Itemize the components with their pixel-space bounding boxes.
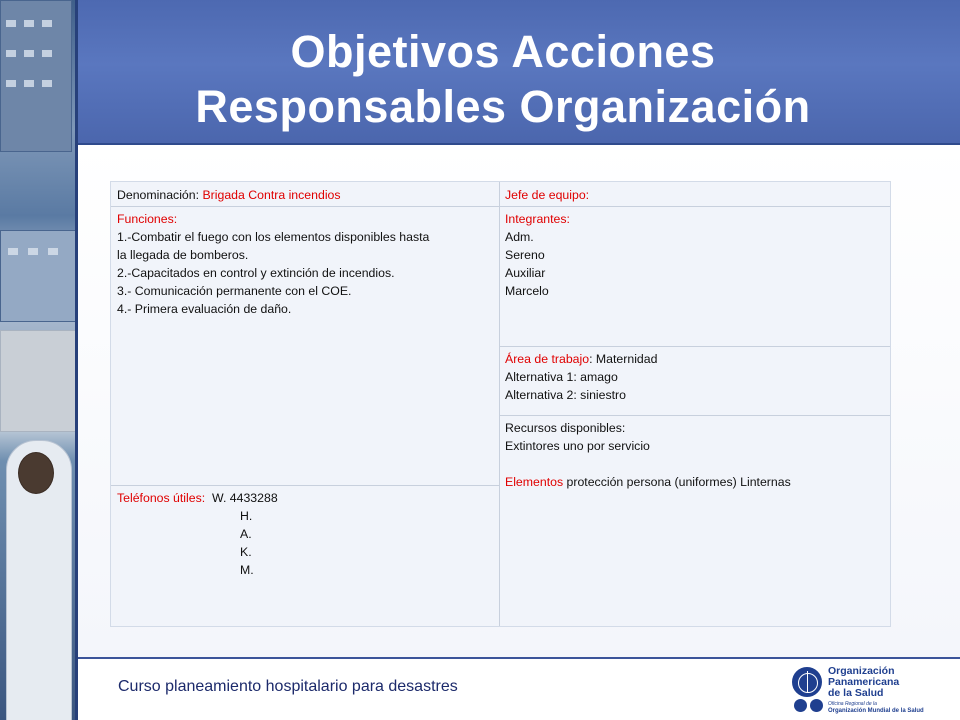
- telefonos-cell: [111, 486, 499, 582]
- window-shape: [6, 80, 16, 87]
- telefono-item: K.: [240, 545, 252, 559]
- funciones-label: Funciones:: [117, 212, 178, 226]
- telefonos-label: Teléfonos útiles:: [117, 491, 206, 505]
- funciones-cell: [111, 207, 499, 321]
- logo-line-3: de la Salud: [828, 687, 884, 699]
- funcion-item: 3.- Comunicación permanente con el COE.: [117, 284, 352, 298]
- telefono-item: A.: [240, 527, 252, 541]
- window-shape: [6, 50, 16, 57]
- side-photo: [0, 0, 78, 720]
- denominacion-label: Denominación:: [117, 188, 200, 202]
- window-shape: [42, 80, 52, 87]
- ground-photo: [0, 330, 76, 432]
- funcion-item: 2.-Capacitados en control y extinción de incendios.: [117, 266, 395, 280]
- integrante-item: Auxiliar: [505, 266, 546, 280]
- jefe-label: Jefe de equipo:: [505, 188, 590, 202]
- window-shape: [8, 248, 18, 255]
- recursos-cell: [499, 416, 890, 494]
- area-line: [505, 350, 884, 368]
- alternativa-2: Alternativa 2: siniestro: [505, 388, 626, 402]
- footer-course-title: Curso planeamiento hospitalario para desastres: [118, 678, 458, 695]
- ops-logo: [792, 665, 960, 717]
- window-shape: [24, 20, 34, 27]
- elementos-value: protección persona (uniformes) Linternas: [563, 475, 791, 489]
- area-value: : Maternidad: [589, 352, 658, 366]
- globe-icon: [792, 667, 822, 697]
- denominacion-value: Brigada Contra incendios: [202, 188, 341, 202]
- who-emblem-icon: [810, 699, 823, 712]
- window-shape: [42, 50, 52, 57]
- funcion-item: la llegada de bomberos.: [117, 248, 249, 262]
- integrantes-cell: [499, 207, 890, 303]
- telefono-item: M.: [240, 563, 254, 577]
- window-shape: [24, 50, 34, 57]
- window-shape: [24, 80, 34, 87]
- integrante-item: Marcelo: [505, 284, 549, 298]
- logo-region: Oficina Regional de la: [828, 701, 877, 707]
- title-line-2: Responsables Organización: [195, 81, 811, 132]
- spacer: [505, 455, 884, 473]
- funcion-item: 4.- Primera evaluación de daño.: [117, 302, 292, 316]
- logo-org-name: [828, 666, 899, 699]
- integrante-item: Sereno: [505, 248, 545, 262]
- page-title: [78, 24, 928, 134]
- window-shape: [6, 20, 16, 27]
- telefono-item: H.: [240, 509, 253, 523]
- logo-oms: Organización Mundial de la Salud: [828, 708, 924, 714]
- integrantes-label: Integrantes:: [505, 212, 570, 226]
- window-shape: [42, 20, 52, 27]
- building-photo: [0, 230, 76, 322]
- small-globe-icon: [794, 699, 807, 712]
- funcion-item: 1.-Combatir el fuego con los elementos disponibles hasta: [117, 230, 430, 244]
- integrante-item: Adm.: [505, 230, 534, 244]
- nurse-head-photo: [18, 452, 54, 494]
- brigade-table: [110, 181, 891, 627]
- jefe-cell: [499, 183, 890, 207]
- window-shape: [48, 248, 58, 255]
- denominacion-cell: [111, 183, 499, 207]
- elementos-line: [505, 473, 884, 491]
- window-shape: [28, 248, 38, 255]
- logo-line-2: Panamericana: [828, 676, 900, 688]
- telefono-w: W. 4433288: [205, 491, 278, 505]
- alternativa-1: Alternativa 1: amago: [505, 370, 618, 384]
- telefonos-line: [117, 489, 493, 507]
- recursos-value: Extintores uno por servicio: [505, 439, 650, 453]
- logo-line-1: Organización: [828, 665, 895, 677]
- area-label: Área de trabajo: [505, 352, 590, 366]
- title-line-1: Objetivos Acciones: [290, 26, 716, 77]
- elementos-label: Elementos: [505, 475, 564, 489]
- recursos-label: Recursos disponibles:: [505, 421, 626, 435]
- footer-divider: [78, 657, 960, 659]
- area-cell: [499, 347, 890, 407]
